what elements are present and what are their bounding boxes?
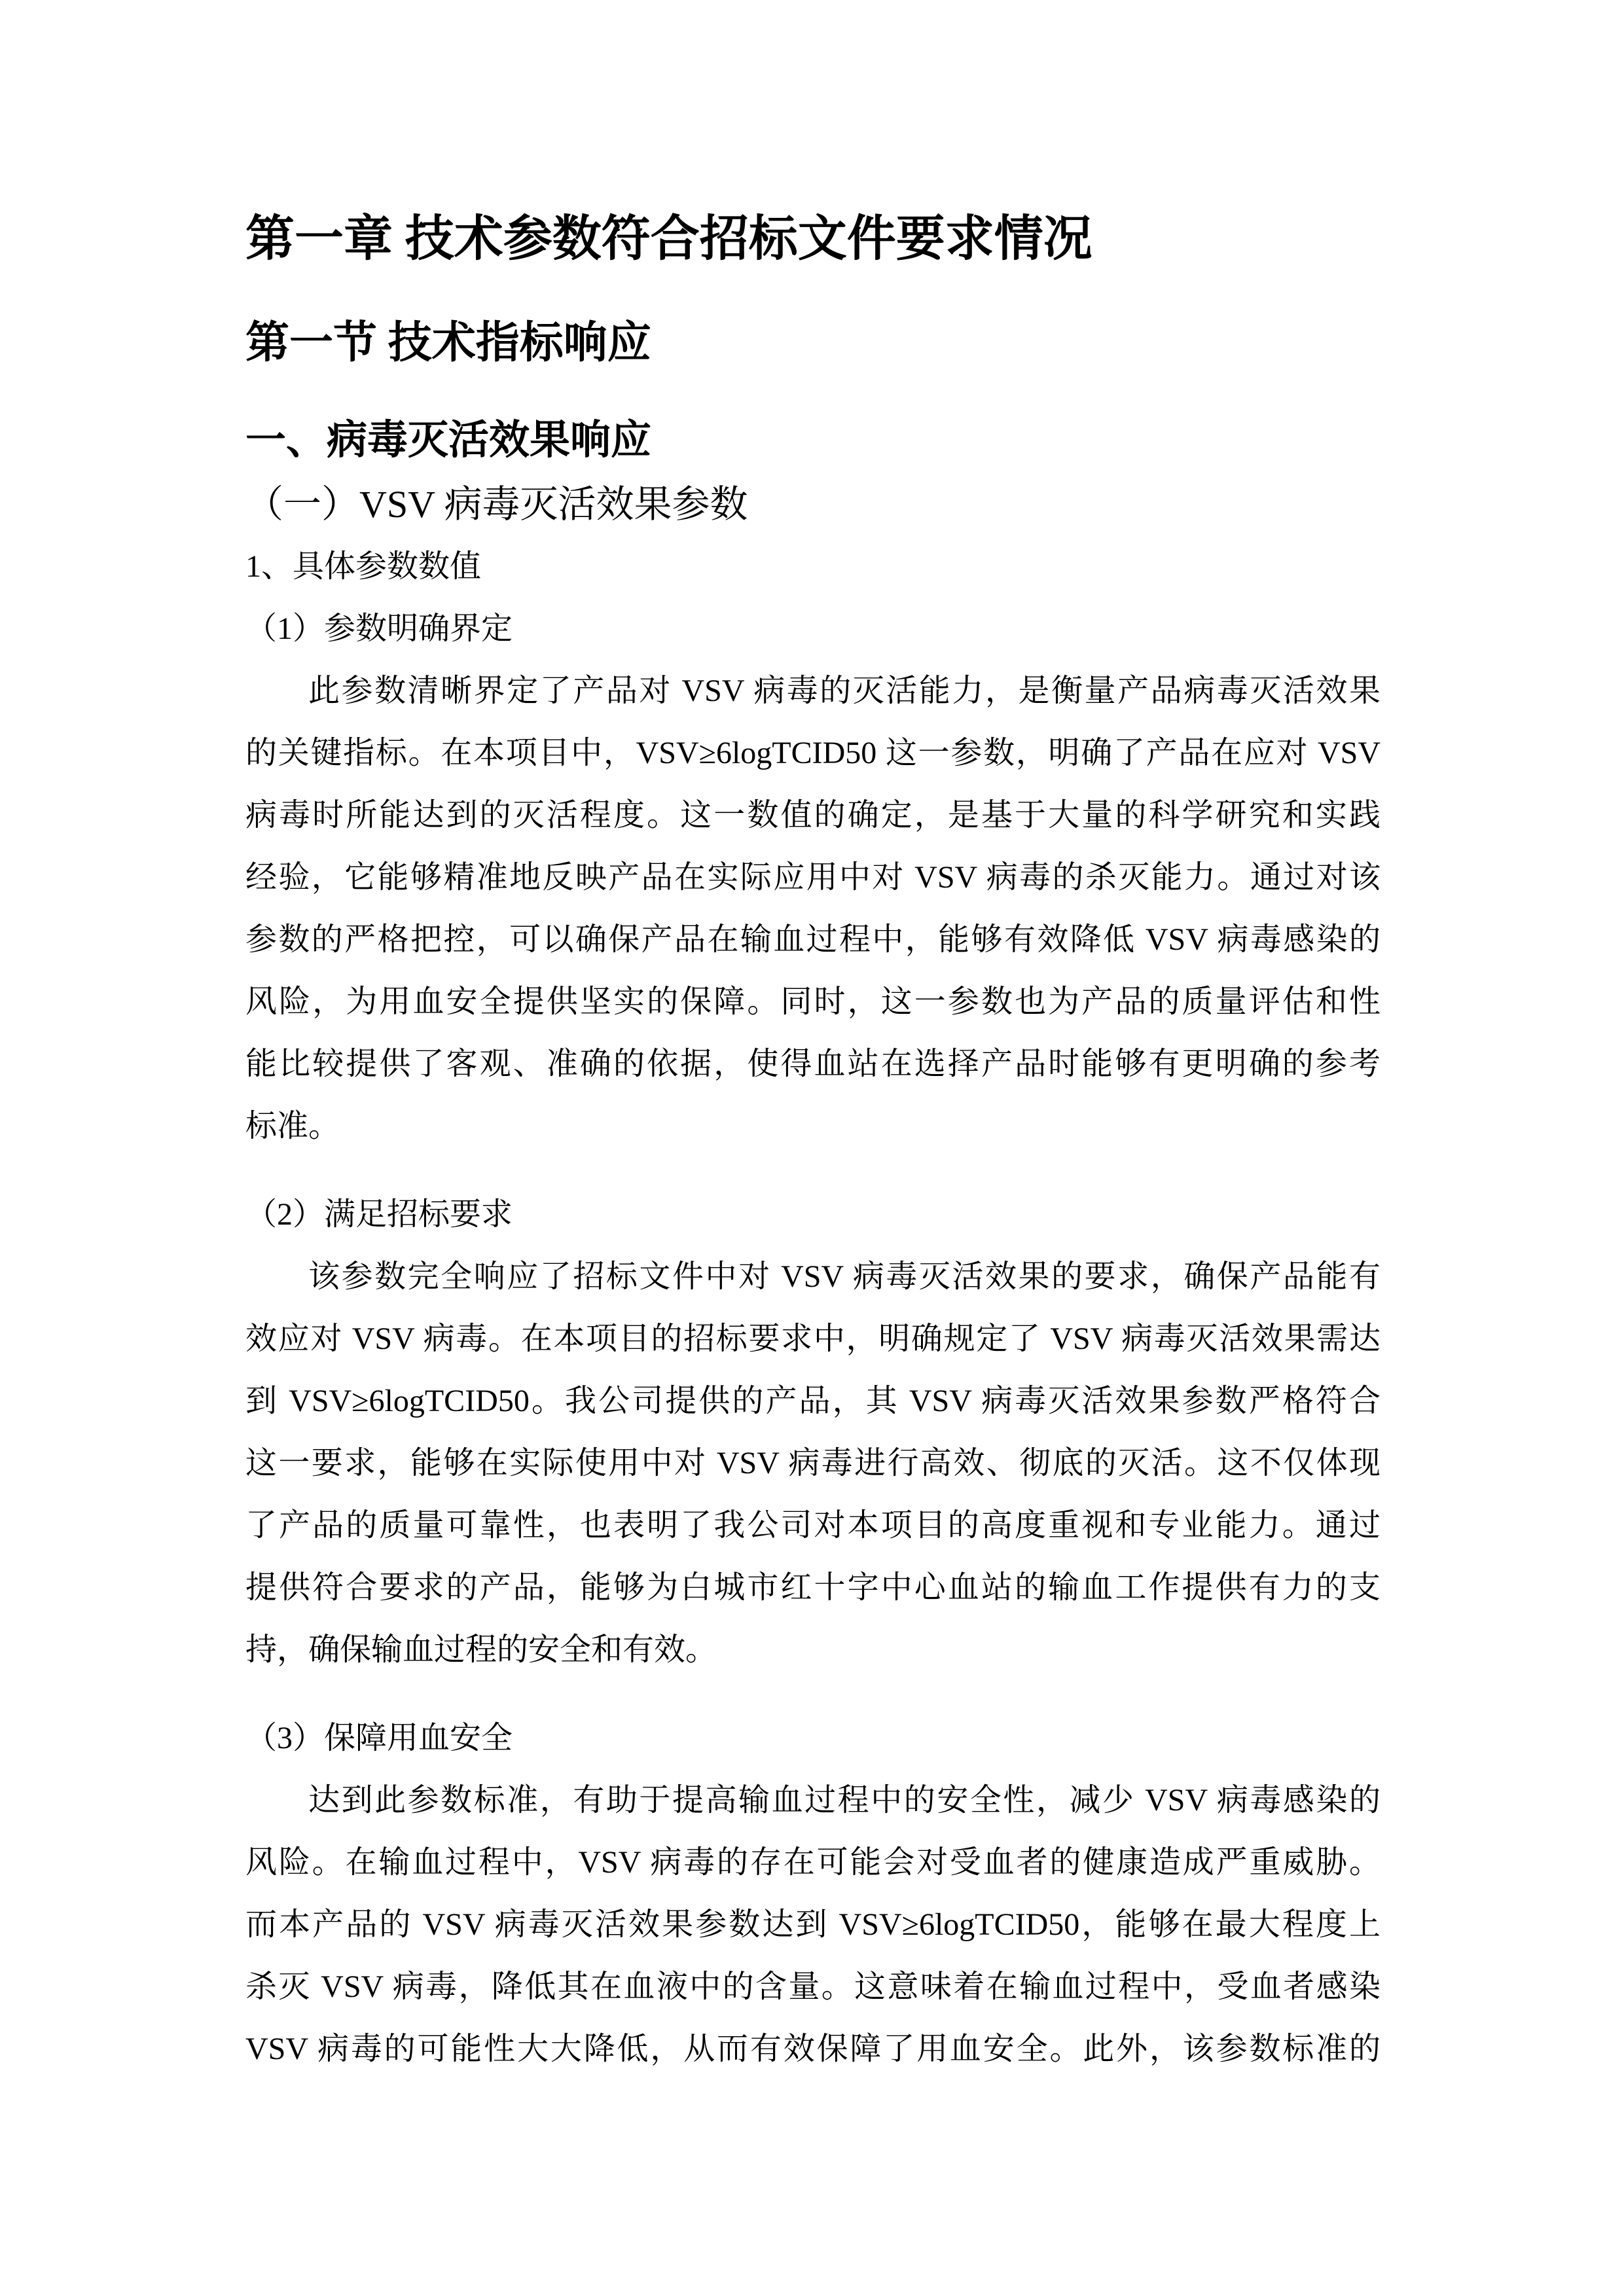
paragraph-line: 风险。在输血过程中，VSV 病毒的存在可能会对受血者的健康造成严重威胁。 bbox=[245, 1845, 1380, 1880]
paragraph-1 bbox=[245, 660, 1380, 1157]
paragraph-line: 能比较提供了客观、准确的依据，使得血站在选择产品时能够有更明确的参考 bbox=[245, 1047, 1380, 1082]
paragraph-2 bbox=[245, 1246, 1380, 1681]
paragraph-line: 达到此参数标准，有助于提高输血过程中的安全性，减少 VSV 病毒感染的 bbox=[308, 1783, 1380, 1818]
paragraph-line: 该参数完全响应了招标文件中对 VSV 病毒灭活效果的要求，确保产品能有 bbox=[308, 1259, 1380, 1295]
paragraph-line: 了产品的质量可靠性，也表明了我公司对本项目的高度重视和专业能力。通过 bbox=[245, 1508, 1380, 1543]
paragraph-line: 提供符合要求的产品，能够为白城市红十字中心血站的输血工作提供有力的支 bbox=[245, 1570, 1380, 1605]
subsection-title: 一、病毒灭活效果响应 bbox=[245, 418, 652, 463]
item-1-label: 1、具体参数数值 bbox=[245, 549, 482, 584]
paragraph-line: 到 VSV≥6logTCID50。我公司提供的产品，其 VSV 病毒灭活效果参数严格符合 bbox=[245, 1384, 1380, 1419]
chapter-title: 第一章 技术参数符合招标文件要求情况 bbox=[245, 212, 1092, 266]
paragraph-line: VSV 病毒的可能性大大降低，从而有效保障了用血安全。此外，该参数标准的 bbox=[245, 2032, 1380, 2067]
subclause-2-title: （2）满足招标要求 bbox=[245, 1197, 513, 1232]
paragraph-line: 杀灭 VSV 病毒，降低其在血液中的含量。这意味着在输血过程中，受血者感染 bbox=[245, 1969, 1380, 2005]
paragraph-line: 这一要求，能够在实际使用中对 VSV 病毒进行高效、彻底的灭活。这不仅体现 bbox=[245, 1446, 1380, 1481]
paragraph-3 bbox=[245, 1769, 1380, 2080]
paragraph-line: 而本产品的 VSV 病毒灭活效果参数达到 VSV≥6logTCID50，能够在最大程度上 bbox=[245, 1907, 1380, 1943]
paragraph-line: 经验，它能够精准地反映产品在实际应用中对 VSV 病毒的杀灭能力。通过对该 bbox=[245, 860, 1380, 895]
section-title: 第一节 技术指标响应 bbox=[245, 318, 651, 367]
paragraph-line: 的关键指标。在本项目中，VSV≥6logTCID50 这一参数，明确了产品在应对 VSV bbox=[245, 736, 1380, 771]
paragraph-line: 效应对 VSV 病毒。在本项目的招标要求中，明确规定了 VSV 病毒灭活效果需达 bbox=[245, 1321, 1380, 1357]
paragraph-line: 持，确保输血过程的安全和有效。 bbox=[245, 1632, 717, 1668]
paragraph-line: 风险，为用血安全提供坚实的保障。同时，这一参数也为产品的质量评估和性 bbox=[245, 984, 1380, 1020]
paragraph-line: 病毒时所能达到的灭活程度。这一数值的确定，是基于大量的科学研究和实践 bbox=[245, 798, 1380, 833]
clause-title: （一）VSV 病毒灭活效果参数 bbox=[245, 483, 748, 526]
subclause-3-title: （3）保障用血安全 bbox=[245, 1721, 513, 1756]
paragraph-line: 标准。 bbox=[245, 1109, 340, 1144]
paragraph-line: 参数的严格把控，可以确保产品在输血过程中，能够有效降低 VSV 病毒感染的 bbox=[245, 922, 1380, 958]
subclause-1-title: （1）参数明确界定 bbox=[245, 611, 513, 647]
paragraph-line: 此参数清晰界定了产品对 VSV 病毒的灭活能力，是衡量产品病毒灭活效果 bbox=[308, 673, 1380, 709]
